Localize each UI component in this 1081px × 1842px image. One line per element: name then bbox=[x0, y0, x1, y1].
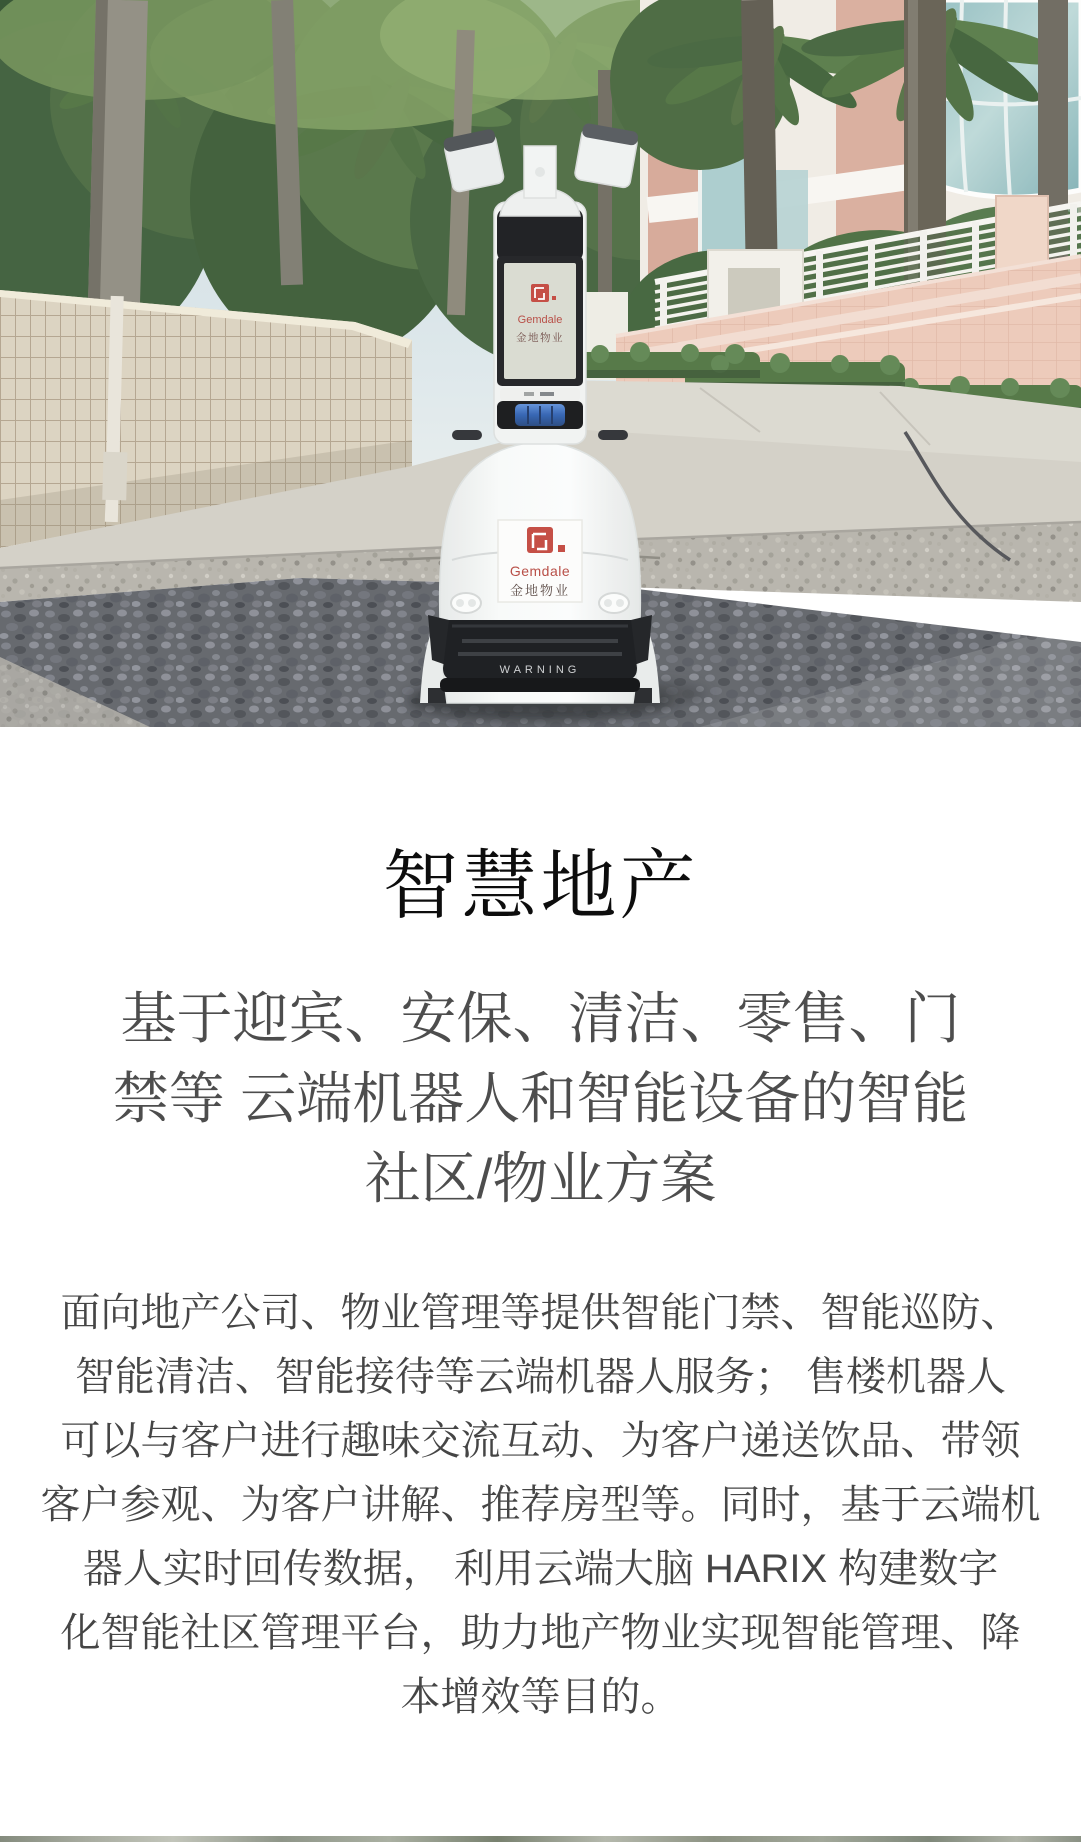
screen-brand-en: Gemdale bbox=[517, 314, 563, 326]
screen-brand-cn: 金地物业 bbox=[516, 332, 564, 344]
paragraph-line: 可以与客户进行趣味交流互动、为客户递送饮品、带领 bbox=[60, 1419, 1021, 1463]
subtitle-line: 基于迎宾、安保、清洁、零售、门 bbox=[120, 987, 961, 1050]
hero-photo-scene bbox=[0, 0, 1081, 727]
paragraph-line: 器人实时回传数据， 利用云端大脑 HARIX 构建数字 bbox=[82, 1547, 999, 1591]
paragraph-line: 面向地产公司、物业管理等提供智能门禁、智能巡防、 bbox=[60, 1291, 1021, 1335]
section-title: 智慧地产 bbox=[382, 844, 699, 929]
paragraph-line: 智能清洁、智能接待等云端机器人服务； 售楼机器人 bbox=[74, 1355, 1007, 1399]
bumper-warning-label: WARNING bbox=[499, 664, 581, 676]
body-brand-en: Gemdale bbox=[509, 563, 571, 579]
subtitle-line: 禁等 云端机器人和智能设备的智能 bbox=[112, 1067, 969, 1130]
paragraph-line: 客户参观、为客户讲解、推荐房型等。同时，基于云端机 bbox=[40, 1483, 1041, 1527]
hero-photo bbox=[0, 0, 1081, 727]
paragraph-line: 本增效等目的。 bbox=[400, 1675, 681, 1719]
paragraph-line: 化智能社区管理平台，助力地产物业实现智能管理、降 bbox=[60, 1611, 1021, 1655]
section-subtitle bbox=[0, 979, 1081, 1219]
section-paragraph bbox=[0, 1281, 1081, 1729]
light-haze-overlay bbox=[0, 0, 1081, 727]
body-brand-cn: 金地物业 bbox=[509, 583, 571, 598]
next-section-image-edge bbox=[0, 1836, 1081, 1842]
subtitle-line: 社区/物业方案 bbox=[364, 1147, 717, 1210]
